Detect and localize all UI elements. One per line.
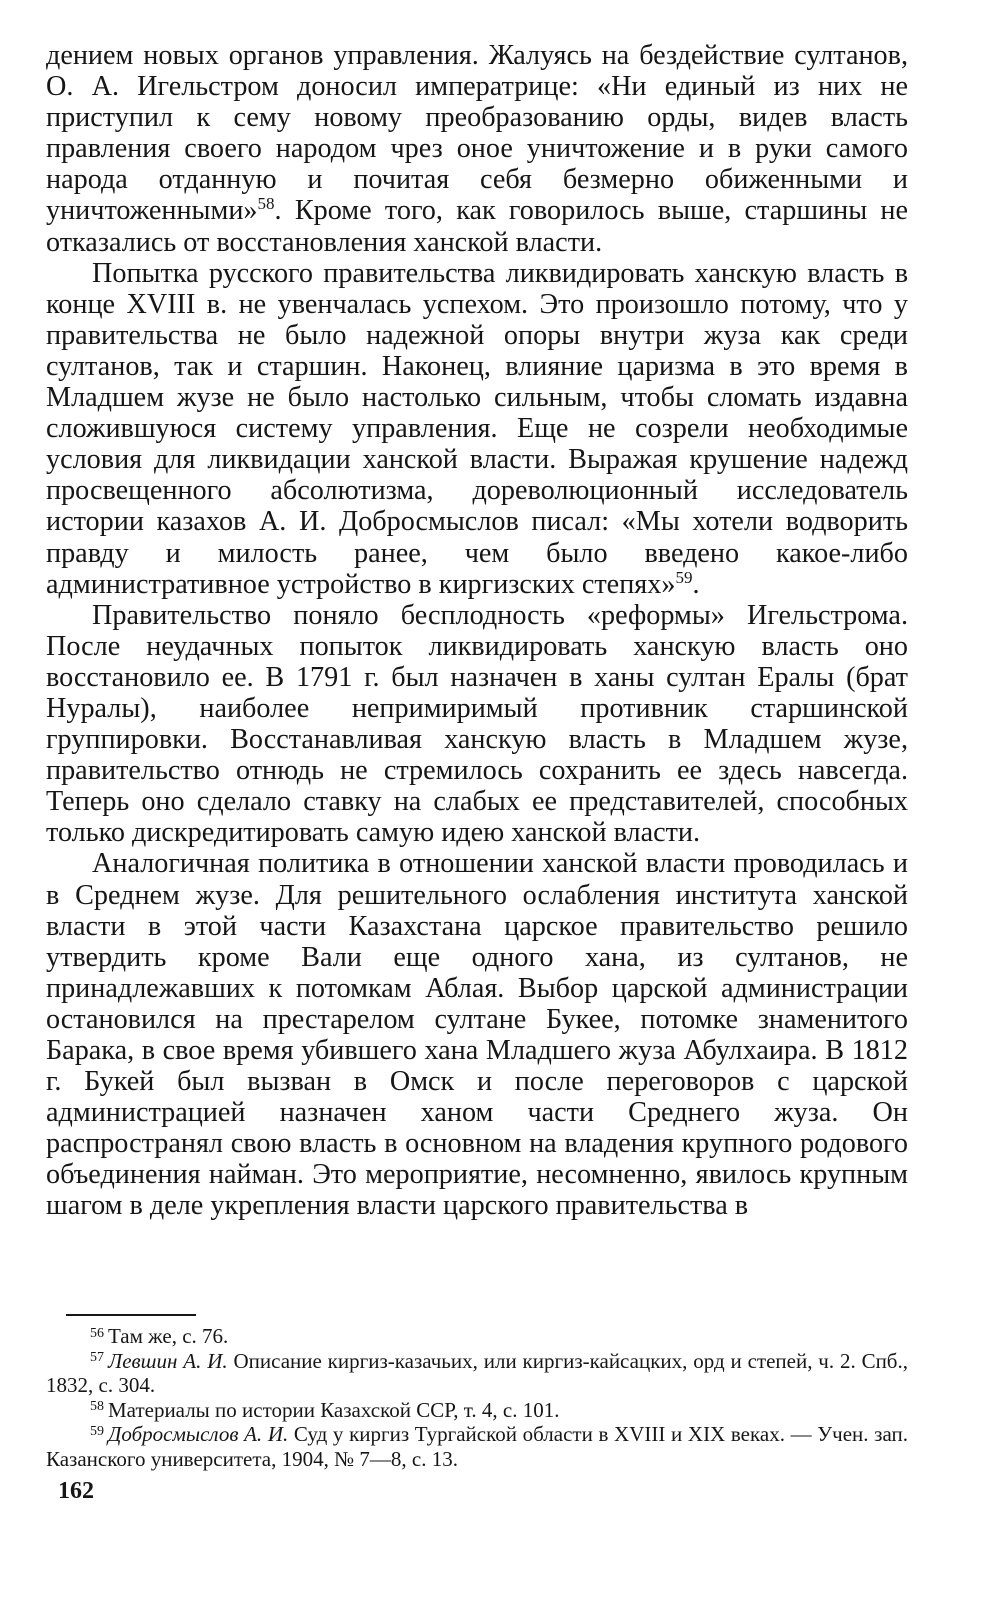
footnote-number: 57 bbox=[90, 1350, 104, 1366]
footnote-58 bbox=[46, 1398, 908, 1423]
footnote-author: Левшин А. И. bbox=[108, 1348, 228, 1373]
paragraph-1-text-a: дением новых органов управления. Жалуясь на бездействие султанов, О. А. Игельстром доносил императрице: «Ни единый из них не приступил к сему новому преобразованию орды, видев власть правления своего народом чрез оное уничтожение и в руки самого народа отданную и почитая себя безмерно обиженными и уничтоженными» bbox=[46, 40, 908, 227]
paragraph-4 bbox=[46, 848, 908, 1221]
paragraph-2-text-a: Попытка русского правительства ликвидировать ханскую власть в конце XVIII в. не увенчалась успехом. Это произошло потому, что у правительства не было надежной опоры внутри жуза как среди султанов, так и старшин. Наконец, влияние царизма в это время в Младшем жузе не было настолько сильным, чтобы сломать издавна сложившуюся систему управления. Еще не созрели необходимые условия для ликвидации ханской власти. Выражая крушение надежд просвещенного абсолютизма, дореволюционный исследователь истории казахов А. И. Добросмыслов писал: «Мы хотели водворить правду и милость ранее, чем было введено какое-либо административное устройство в киргизских степях» bbox=[46, 257, 908, 600]
paragraph-3-text: Правительство поняло бесплодность «реформы» Игельстрома. После неудачных попыток ликвидировать ханскую власть оно восстановило ее. В 1791 г. был назначен в ханы султан Ералы (брат Нуралы), наиболее непримиримый противник старшинской группировки. Восстанавливая ханскую власть в Младшем жузе, правительство отнюдь не стремилось сохранить ее здесь навсегда. Теперь оно сделало ставку на слабых ее представителей, способных только дискредитировать самую идею ханской власти. bbox=[46, 599, 908, 849]
footnote-56 bbox=[46, 1324, 908, 1349]
footnote-59 bbox=[46, 1422, 908, 1471]
footnote-57 bbox=[46, 1349, 908, 1398]
footnote-ref-59[interactable]: 59 bbox=[675, 567, 693, 587]
footnote-author: Добросмыслов А. И. bbox=[108, 1422, 289, 1447]
footnote-text: Описание киргиз-казачьих, или киргиз-кайсацких, орд и степей, ч. 2. Спб., 1832, с. 304. bbox=[46, 1348, 908, 1398]
main-text bbox=[46, 40, 908, 1222]
footnote-number: 56 bbox=[90, 1325, 104, 1341]
footnote-number: 58 bbox=[90, 1399, 104, 1415]
paragraph-1-text-b: Кроме того, как говорилось выше, старшины не отказались от восстановления ханской власти. bbox=[46, 195, 908, 258]
footnote-number: 59 bbox=[90, 1424, 104, 1440]
paragraph-4-text: Аналогичная политика в отношении ханской власти проводилась и в Среднем жузе. Для решительного ослабления института ханской власти в этой части Казахстана царское правительство решило утвердить кроме Вали еще одного хана, из султанов, не принадлежавших к потомкам Аблая. Выбор царской администрации остановился на престарелом султане Букее, потомке знаменитого Барака, в свое время убившего хана Младшего жуза Абулхаира. В 1812 г. Букей был вызван в Омск и после переговоров с царской администрацией назначен ханом части Среднего жуза. Он распространял свою власть в основном на владения крупного родового объединения найман. Это мероприятие, несомненно, явилось крупным шагом в деле укрепления власти царского правительства в bbox=[46, 848, 908, 1222]
footnote-separator bbox=[66, 1314, 196, 1316]
paragraph-2 bbox=[46, 258, 908, 600]
footnotes bbox=[46, 1324, 908, 1472]
book-page bbox=[46, 40, 908, 1570]
footnote-text: Там же, с. 76. bbox=[108, 1324, 229, 1348]
paragraph-3 bbox=[46, 600, 908, 849]
page-number: 162 bbox=[58, 1478, 94, 1504]
footnote-text: Суд у киргиз Тургайской области в XVIII и XIX веках. — Учен. зап. Казанского университета, 1904, № 7—8, с. 13. bbox=[46, 1422, 908, 1471]
footnote-text: Материалы по истории Казахской ССР, т. 4, с. 101. bbox=[108, 1397, 560, 1422]
paragraph-1: дением новых органов управления. Жалуясь на бездействие султанов, О. А. Игельстром доносил императрице: «Ни единый из них не приступил к сему новому преобразованию орды, видев власть правления своего народом чрез оное уничтожение и в руки самого народа отданную и почитая себя безмерно обиженными и уничтоженными»$^{58}$. Кроме того, как говорилось выше, старшины не отказались от восстановления ханской власти. bbox=[46, 40, 908, 258]
footnote-ref-58[interactable]: 58 bbox=[257, 194, 275, 214]
paragraph-2-text-b: . bbox=[692, 568, 700, 600]
